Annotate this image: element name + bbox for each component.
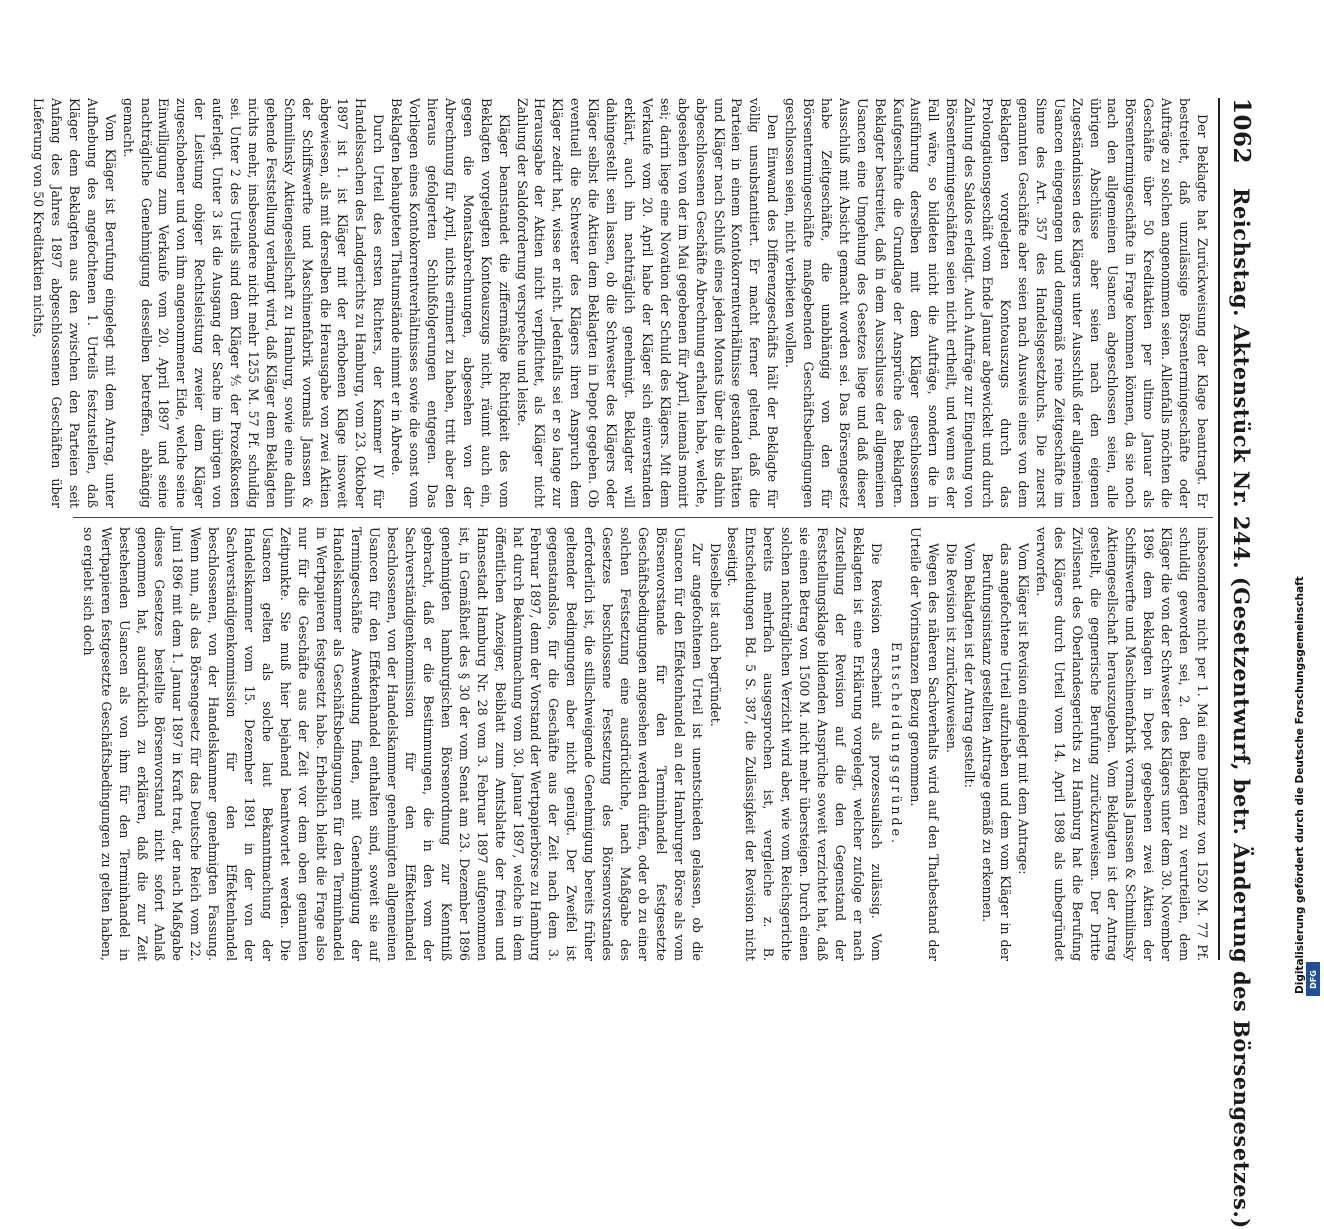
paragraph: Kläger beanstandet die ziffermäßige Richtigkeit des vom Beklagten vorgelegten Kontoauszugs nicht, räumt auch ein, gegen die Monatsabrechnungen, abgesehen von der Abrechnung für April, nichts erinnert zu haben, tritt aber den hieraus gefolgerten Schlußfolgerungen entgegen. Das Vorliegen eines Kontokorrentverhältnisses sowie die sonst vom Beklagten behaupteten Thatumstände nimmt er in Abrede. [389, 98, 512, 508]
paragraph: Den Einwand des Differenzgeschäfts hält der Beklagte für völlig unsubstantiiert. Er macht ferner geltend, daß die Parteien in einem Kontokorrentverhältnisse gestanden hätten und Kläger nach Schluß eines jeden Monats über die bis dahin abgeschlossenen Geschäfte Abrechnung erhalten habe, welche, abgesehen von der im Mai gegebenen für April, niemals monirt sei; darin liege eine Novation der Schuld des Klägers. Mit dem Verkaufe vom 20. April habe der Kläger sich einverstanden erklärt, auch ihn nachträglich genehmigt. Beklagter will dahingestellt sein lassen, ob die Schwester des Klägers oder Kläger selbst die Aktien dem Beklagten in Depot gegeben. Ob eventuell die Schwester des Klägers ihren Anspruch dem Kläger zedirt hat, wisse er nicht. Jedenfalls sei er so lange zur Herausgabe der Aktien nicht verpflichtet, als Kläger nicht Zahlung der Saldoforderung verspreche und leiste. [514, 98, 781, 508]
page-header [1221, 98, 1255, 1229]
paragraph: Die Revision erscheint als prozessualisch zulässig. Vom Beklagten ist eine Erklärung vorgelegt, welcher zufolge er nach Zustellung der Revision auf die den Gegenstand der Feststellungsklage bildenden Ansprüche soweit verzichtet hat, daß sie einen Betrag von 1500 M. nicht mehr übersteigen. Durch einen solchen nachträglichen Verzicht wird aber, wie vom Reichsgerichte bereits mehrfach ausgesprochen ist, vergleiche z. B. Entscheidungen Bd. 5 S. 387, die Zulässigkeit der Revision nicht beseitigt. [725, 527, 884, 961]
digitization-credit: Digitalisierung gefördert durch die Deutsche Forschungsgemeinschaft [1294, 576, 1306, 994]
paragraph: Die Revision ist zurückzuweisen. [944, 543, 960, 753]
paragraph: Wegen des näheren Sachverhalts wird auf den Thatbestand der Urteile der Vorinstanzen Bezug genommen. [908, 527, 942, 961]
paragraph: Der Beklagte hat Zurückweisung der Klage beantragt. Er bestreitet, daß unzulässige Börsentermingeschäfte oder Aufträge zu solchen angenommen seien. Allenfalls möchten die Geschäfte über 50 Kreditaktien per ultimo Januar als Börsentermingeschäfte in Frage kommen können, da sie noch nach den allgemeinen Usancen abgeschlossen seien, alle übrigen Abschlüsse aber seien nach den eigenen Zugeständnissen des Klägers unter Ausschluß der allgemeinen Usancen eingegangen und demgemäß reine Zeitgeschäfte im Sinne des Art. 357 des Handelsgesetzbuchs. Die zuerst genannten Geschäfte aber seien nach Ausweis eines von dem Beklagten vorgelegten Kontoauszugs durch das Prolongationsgeschäft vom Ende Januar abgewickelt und durch Zahlung des Saldos erledigt. Auch Aufträge zur Eingehung von Börsentermingeschäften seien nicht ertheilt, und wenn es der Fall wäre, so bildeten nicht die Aufträge, sondern die in Ausführung derselben mit dem Kläger geschlossenen Kaufgeschäfte die Grundlage der Ansprüche des Beklagten. Beklagter bestreitet, daß in dem Ausschlusse der allgemeinen Usancen eine Umgehung des Gesetzes liege und daß dieser Ausschluß mit Absicht gemacht worden sei. Das Börsengesetz habe Zeitgeschäfte, die unabhängig von den für Börsentermingeschäfte maßgebenden Geschäftsbedingungen geschlossen seien, nicht verbieten wollen. [783, 98, 1210, 508]
dfg-logo: DFG [1306, 962, 1320, 996]
right-column [73, 527, 1211, 961]
paragraph: Zur angefochtenen Urteil ist unentschieden gelassen, ob die Usancen für den Effektenhandel an der Hamburger Börse als vom Börsenvorstande für den Terminhandel festgesetzte Geschäftsbedingungen angesehen werden dürfen, oder ob zu einer solchen Festsetzung eine ausdrückliche, nach Maßgabe des Gesetzes beschlossene Festsetzung des Börsenvorstandes erforderlich ist, die stillschweigende Genehmigung bereits früher geltender Bedingungen aber nicht genügt. Der Zweifel ist gegenstandslos, für die Geschäfte aus der Zeit nach dem 3. Februar 1897, denn der Vorstand der Wertpapierbörse zu Hamburg hat durch Bekanntmachung vom 30. Januar 1897, welche in dem öffentlichen Anzeiger, Beiblatt zum Amtsblatte der freien und Hansestadt Hamburg Nr. 28 vom 3. Februar 1897 aufgenommen ist, in Gemäßheit des § 30 der vom Senat am 23. Dezember 1896 genehmigten hamburgischen Börsenordnung zur Kenntniß gebracht, daß er die Bestimmungen, die in den vom der Sachverständigenkommission für den Effektenhandel beschlossenen, von der Handelskammer genehmigten allgemeinen Usancen für den Effektenhandel enthalten sind, soweit sie auf Termingeschäfte Anwendung finden, mit Genehmigung der Handelskammer als Geschäftsbedingungen für den Terminhandel in Wertpapieren festgesetzt habe. Erheblich bleibt die Frage also nur für die Geschäfte aus der Zeit vor dem oben genannten Zeitpunkte. Sie muß hier bejahend beantwortet werden. Die Usancen gelten als solche laut Bekanntmachung der Handelskammer vom 15. Dezember 1891 in der von der Sachverständigenkommission für den Effektenhandel beschlossenen, von der Handelskammer genehmigten Fassung. Wenn nun, als das Börsengesetz für das Deutsche Reich vom 22. Juni 1896 mit dem 1. Januar 1897 in Kraft trat, der nach Maßgabe dieses Gesetzes bestellte Börsenvorstand nicht sofort Anlaß genommen hat, ausdrücklich zu erklären, daß die zur Zeit bestehenden Usancen als von ihm für den Terminhandel in Wertpapieren festgesetzte Geschäftsbedingungen zu gelten haben, so ergiebt sich doch [80, 527, 705, 961]
paragraph: das angefochtene Urteil aufzuheben und dem vom Kläger in der Berufungsinstanz gestellten Antrage gemäß zu erkennen. [980, 543, 1014, 961]
paragraph: Durch Urteil des ersten Richters, der Kammer IV für Handelssachen des Landgerichts zu Hamburg, vom 23. Oktober 1897 ist 1. ist Kläger mit der erhobenen Klage insoweit abgewiesen, als mit derselben die Herausgabe von zwei Aktien der Schiffswerfte und Maschinenfabrik vormals Janssen & Schmilinsky Aktiengesellschaft zu Hamburg, sowie eine dahin gehende Feststellung verlangt wird, daß Kläger dem Beklagten nichts mehr, insbesondere nicht mehr 1255 M. 57 Pf. schuldig sei. Unter 2 des Urteils sind dem Kläger ⅘ der Prozeßkosten auferlegt. Unter 3 ist die Ausgang der Sache im übrigen von der Leistung obiger Rechtsleistung zweier dem Kläger zugeschobener und von ihm angenommener Eide, welche seine Einwilligung zum Verkaufe vom 20. April 1897 und seine nachträgliche Genehmigung desselben betreffen, abhängig gemacht. [120, 98, 387, 508]
section-heading: Entscheidungsgründe. [888, 641, 904, 847]
left-column [31, 98, 1211, 508]
paragraph: Vom Kläger ist Berufung eingelegt mit dem Antrag, unter Aufhebung des angefochtenen 1. Urteils festzustellen, daß Kläger dem Beklagten aus den zwischen den Parteien seit Anfang des Jahres 1897 abgeschlossenen Geschäften über Lieferung von 50 Kreditaktien nichts, [31, 98, 118, 508]
paragraph: Vom Beklagten ist der Antrag gestellt: [962, 543, 978, 788]
rotated-page [31, 0, 1257, 1229]
header-rule [1218, 98, 1220, 960]
page-number: 1062 [1228, 98, 1255, 165]
running-title: Reichstag. Aktenstück Nr. 244. (Gesetzentwurf, betr. Änderung des Börsengesetzes.) [1229, 188, 1254, 1229]
column-divider [73, 517, 1213, 518]
paragraph: insbesondere nicht per 1. Mai eine Differenz von 1520 M. 77 Pf. schuldig geworden sei, 2. den Beklagten zu verurteilen, dem Kläger die von der Schwester des Klägers unter dem 30. November 1896 dem Beklagten in Depot gegebenen zwei Aktien der Schiffswerfte und Maschinenfabrik vormals Janssen & Schmilinsky Aktiengesellschaft herauszugeben. Vom Beklagten ist der Antrag gestellt, die gegnerische Berufung zurückzuweisen. Der Dritte Zivilsenat des Oberlandesgerichts zu Hamburg hat die Berufung des Klägers durch Urteil vom 14. April 1898 als unbegründet verworfen. [1033, 527, 1210, 961]
paragraph: Vom Kläger ist Revision eingelegt mit dem Antrage: [1015, 543, 1031, 875]
paragraph: Dieselbe ist auch begründet. [707, 543, 723, 727]
